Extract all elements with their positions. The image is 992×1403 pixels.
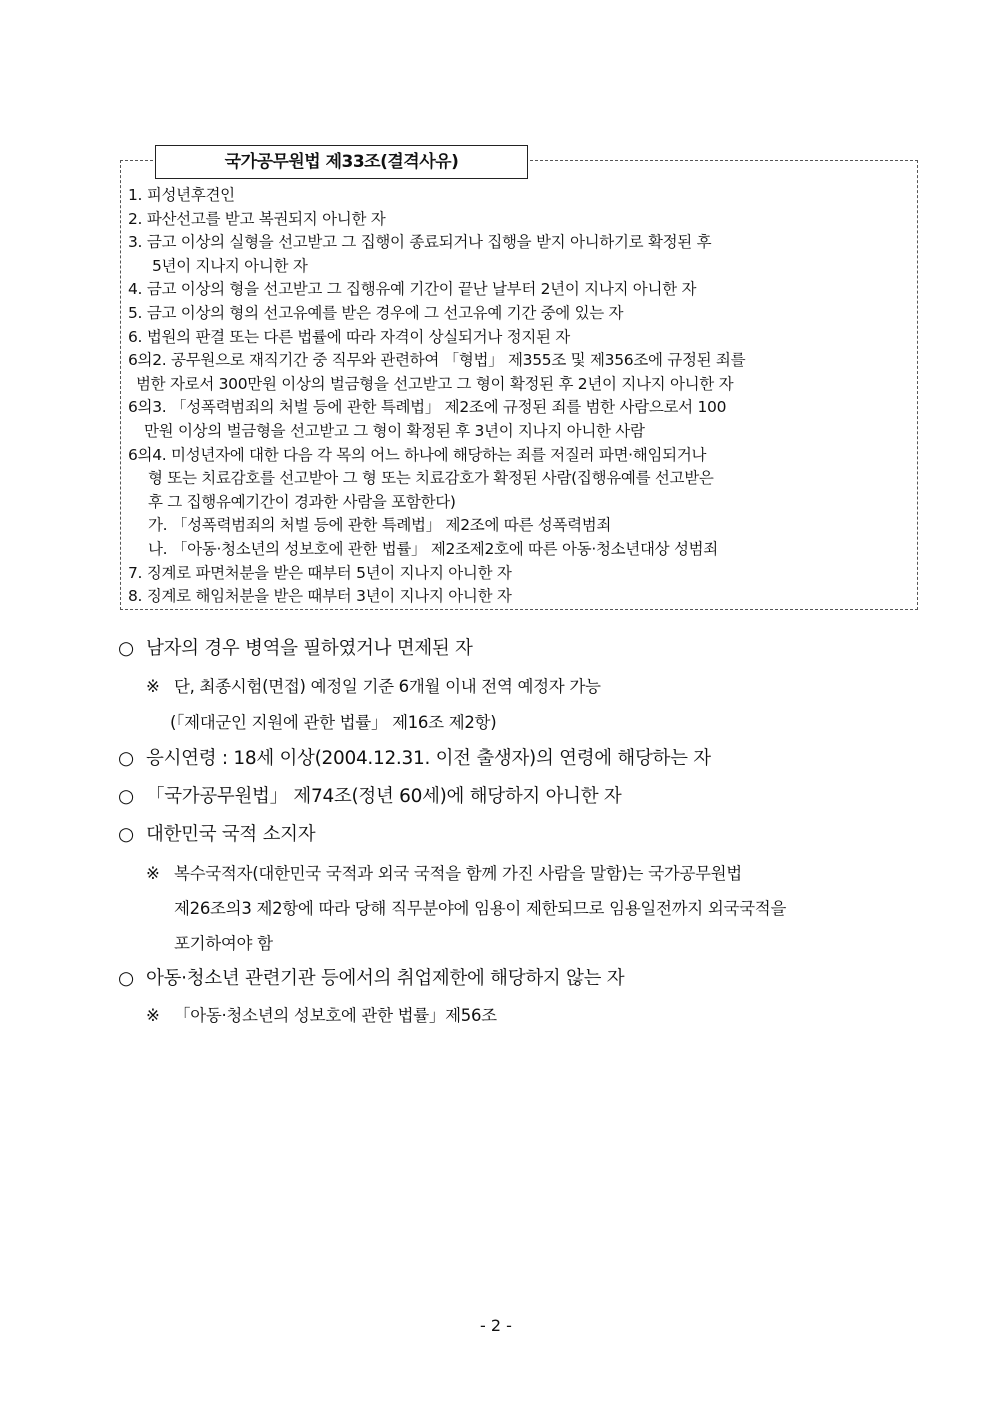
requirement-text: 아동·청소년 관련기관 등에서의 취업제한에 해당하지 않는 자 [146, 968, 625, 989]
law-item-continuation: 범한 자로서 300만원 이상의 벌금형을 선고받고 그 형이 확정된 후 2년이 지나지 아니한 자 [136, 374, 734, 393]
reference-mark-icon: ※ [146, 864, 160, 883]
reference-mark-icon: ※ [146, 1006, 160, 1025]
military-note-law: (「제대군인 지원에 관한 법률」 제16조 제2항) [170, 713, 497, 732]
requirement-text: 남자의 경우 병역을 필하였거나 면제된 자 [146, 638, 473, 659]
nationality-note [146, 860, 742, 884]
nationality-note-cont: 제26조의3 제2항에 따라 당해 직무분야에 임용이 제한되므로 임용일전까지 외국국적을 [174, 899, 787, 918]
circle-bullet-icon: ○ [118, 786, 134, 807]
requirement-text: 대한민국 국적 소지자 [146, 824, 316, 845]
law-item: 6의3. 「성폭력범죄의 처벌 등에 관한 특례법」 제2조에 규정된 죄를 범한 사람으로서 100 [128, 398, 727, 417]
law-title: 국가공무원법 제33조(결격사유) [155, 145, 528, 179]
requirement-retirement [118, 782, 621, 808]
law-item: 1. 피성년후견인 [128, 186, 235, 204]
law-item-continuation: 5년이 지나지 아니한 자 [152, 256, 308, 275]
law-item: 6. 법원의 판결 또는 다른 법률에 따라 자격이 상실되거나 정지된 자 [128, 327, 570, 346]
nationality-note-cont: 포기하여야 함 [174, 934, 273, 953]
requirement-text: 「국가공무원법」 제74조(정년 60세)에 해당하지 아니한 자 [146, 786, 622, 807]
circle-bullet-icon: ○ [118, 824, 134, 845]
law-item: 3. 금고 이상의 실형을 선고받고 그 집행이 종료되거나 집행을 받지 아니하기로 확정된 후 [128, 233, 712, 252]
law-item: 5. 금고 이상의 형의 선고유예를 받은 경우에 그 선고유예 기간 중에 있는 자 [128, 303, 624, 322]
law-sub-item: 나. 「아동·청소년의 성보호에 관한 법률」 제2조제2호에 따른 아동·청소년대상 성범죄 [148, 539, 718, 558]
child-note [146, 1002, 497, 1026]
circle-bullet-icon: ○ [118, 638, 134, 659]
military-note [146, 673, 601, 697]
requirement-age [118, 744, 711, 770]
note-text: 복수국적자(대한민국 국적과 외국 국적을 함께 가진 사람을 말함)는 국가공무원법 [174, 864, 742, 883]
law-item: 6의2. 공무원으로 재직기간 중 직무와 관련하여 「형법」 제355조 및 제356조에 규정된 죄를 [128, 351, 746, 370]
circle-bullet-icon: ○ [118, 748, 134, 769]
law-item-continuation: 후 그 집행유예기간이 경과한 사람을 포함한다) [148, 492, 456, 511]
reference-mark-icon: ※ [146, 677, 160, 696]
note-text: 「아동·청소년의 성보호에 관한 법률」제56조 [174, 1006, 497, 1025]
requirement-military [118, 634, 473, 660]
law-sub-item: 가. 「성폭력범죄의 처벌 등에 관한 특례법」 제2조에 따른 성폭력범죄 [148, 516, 612, 535]
law-item: 8. 징계로 해임처분을 받은 때부터 3년이 지나지 아니한 자 [128, 587, 512, 606]
requirement-nationality [118, 820, 315, 846]
law-item: 7. 징계로 파면처분을 받은 때부터 5년이 지나지 아니한 자 [128, 563, 512, 582]
law-item: 2. 파산선고를 받고 복권되지 아니한 자 [128, 209, 386, 228]
page-number: - 2 - [480, 1316, 512, 1335]
law-item-list [128, 184, 914, 609]
law-item: 6의4. 미성년자에 대한 다음 각 목의 어느 하나에 해당하는 죄를 저질러 파면·해임되거나 [128, 445, 707, 464]
note-text: 단, 최종시험(면접) 예정일 기준 6개월 이내 전역 예정자 가능 [174, 677, 601, 696]
circle-bullet-icon: ○ [118, 968, 134, 989]
law-item-continuation: 형 또는 치료감호를 선고받아 그 형 또는 치료감호가 확정된 사람(집행유예를 선고받은 [148, 469, 714, 488]
law-item-continuation: 만원 이상의 벌금형을 선고받고 그 형이 확정된 후 3년이 지나지 아니한 사람 [144, 421, 645, 440]
requirement-child-employment [118, 964, 624, 990]
requirement-text: 응시연령 : 18세 이상(2004.12.31. 이전 출생자)의 연령에 해당하는 자 [146, 748, 711, 769]
law-item: 4. 금고 이상의 형을 선고받고 그 집행유예 기간이 끝난 날부터 2년이 지나지 아니한 자 [128, 280, 697, 299]
